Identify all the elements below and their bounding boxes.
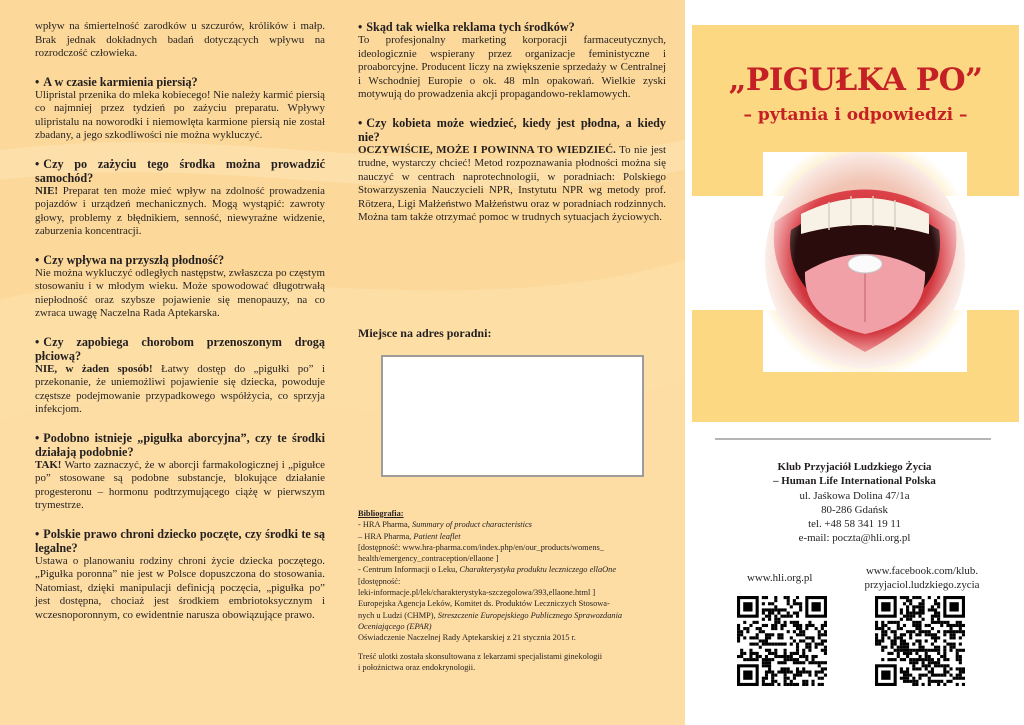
club-city: 80-286 Gdańsk [821,503,888,516]
bib-title: Patient leaflet [413,531,461,541]
bibliography-line: [dostępność: www.hra-pharma.com/index.php/en/our_products/womens_ [358,542,604,552]
answer-text [35,459,325,513]
answer-text [358,144,666,225]
question-text: Skąd tak wielka reklama tych środków? [366,20,575,34]
bibliography [358,508,668,673]
qr-code-website-icon[interactable] [737,596,827,686]
bibliography-line: [dostępność: [358,576,401,586]
answer-text: Ustawa o planowaniu rodziny chroni życie dziecka poczętego. „Pigułka poronna” nie jest w Polsce dopuszczona do stosowania. Natomiast, dzięki manipulacji definicją poczęcia, „pigułka po” jest dostępna, chociaż jest środkiem embriotoksycznym i wczesnoporonnym, co ewidentnie narusza obowiązujące prawo. [35,554,325,621]
section-breastfeeding [35,75,325,143]
divider [715,438,991,440]
bibliography-line [358,519,668,530]
club-street: ul. Jaśkowa Dolina 47/1a [799,489,910,502]
address-box [381,355,644,477]
bullet-icon: • [358,20,363,34]
facebook-link[interactable] [857,564,987,593]
question-heading [35,335,325,363]
bibliography-line: Europejska Agencja Leków, Komitet ds. Produktów Leczniczych Stosowa- [358,599,610,609]
qr-code-facebook-icon[interactable] [875,596,965,686]
bibliography-title: Bibliografia: [358,509,404,518]
bibliography-line: Oceniającego (EPAR) [358,621,432,631]
bullet-icon: • [35,526,40,541]
bibliography-line: health/emergency_contraception/ellaone ] [358,554,499,564]
question-text: Polskie prawo chroni dziecko poczęte, czy środki te są legalne? [35,526,325,555]
question-heading [35,253,325,267]
bibliography-line: leki-informacje.pl/lek/charakterystyka-szczegolowa/393,ellaone.html ] [358,588,596,598]
bibliography-line: Treść ulotki została skonsultowana z lekarzami specjalistami ginekologii [358,651,603,661]
question-text: Czy zapobiega chorobom przenoszonym drogą płciową? [35,334,325,363]
bib-title: Summary of product characteristics [411,520,532,530]
answer-lead: OCZYWIŚCIE, MOŻE I POWINNA TO WIEDZIEĆ. [358,143,616,156]
section-fertility-awareness [358,116,666,225]
section-intro [35,20,325,61]
cover-panel [685,0,1024,725]
question-text: Czy po zażyciu tego środka można prowadzić samochód? [35,156,325,185]
question-heading [35,75,325,89]
column-left [35,20,325,636]
club-contact [685,460,1024,546]
question-heading [358,116,666,144]
bib-text: - HRA Pharma, [358,520,412,530]
answer-lead: NIE, w żaden sposób! [35,362,153,375]
bib-text: - Centrum Informacji o Leku, [358,565,460,575]
answer-text: Nie można wykluczyć odległych następstw, zwłaszcza po częstym stosowaniu i w młodym wieku. Może spowodować długotrwałą niepłodność oraz szybsze pojawienie się menopauzy, na co zwraca uwagę Naczelna Rada Aptekarska. [35,266,325,319]
section-fertility [35,253,325,321]
club-name: Klub Przyjaciół Ludzkiego Życia [777,461,932,473]
answer-text [35,363,325,417]
question-heading [35,157,325,185]
club-email: e-mail: poczta@hli.org.pl [798,532,911,545]
bibliography-line [358,531,668,542]
bib-title: Streszczenie Europejskiego Publicznego Sprawozdania [437,610,623,620]
section-std [35,335,325,417]
bib-text: – HRA Pharma, [358,531,414,541]
bib-title: Charakterystyka produktu leczniczego ellaOne [459,565,617,575]
bibliography-line [358,610,668,621]
bibliography-line: i położnictwa oraz endokrynologii. [358,662,476,672]
question-heading [35,527,325,555]
answer-body: Preparat ten może mieć wpływ na zdolność prowadzenia pojazdów i urządzeń mechanicznych. Mogą wystąpić: zawroty głowy, problemy z błędnikiem, senność, niewyraźne widzenie, zaburzenia koncentracji. [35,184,325,237]
bullet-icon: • [35,74,40,89]
answer-body: To nie jest trudne, wystarczy chcieć! Metod rozpoznawania płodności można się nauczyć w centrach naprotechnologii, w poradniach: Polskiego Stowarzyszenia Nauczycieli NPR, Instytutu NPR wg metody prof. Rötzera, Ligi Małżeństwo Małżeństwu oraz w poradniach rodzinnych. Można tam także otrzymać pomoc w trudnych sytuacjach życiowych. [358,143,666,223]
bullet-icon: • [358,115,363,130]
column-middle [358,20,666,239]
bullet-icon: • [35,252,40,267]
bib-text: nych u Ludzi (CHMP), [358,610,438,620]
answer-text: To profesjonalny marketing korporacji farmaceutycznych, ideologicznie wspierany przez organizacje feministyczne i proaborcyjne. Producent liczy na zwiększenie sprzedaży w Centralnej i Wschodniej Europie o ok. 48 mln opakowań. Wielkie zyski motywują do prowadzenia akcji propagandowo-reklamowych. [358,34,666,100]
answer-body: Warto zaznaczyć, że w aborcji farmakologicznej i „pigułce po” stosowane są podobne substancje, blokujące działanie progesteronu – hormonu podtrzymującego ciążę w pierwszym trymestrze. [35,458,325,511]
answer-lead: NIE! [35,184,58,197]
mouth-with-pill-image [763,152,967,372]
website-link[interactable]: www.hli.org.pl [747,572,813,584]
question-text: Czy wpływa na przyszłą płodność? [43,252,225,267]
section-abortion-pill [35,431,325,513]
bullet-icon: • [35,156,40,171]
answer-body: Łatwy dostęp do „pigułki po” i przekonanie, że uniemożliwi pojawienie się dziecka, powoduje częstsze podejmowanie przypadkowego współżycia, co sprzyja infekcjom. [35,362,325,415]
question-text: Czy kobieta może wiedzieć, kiedy jest płodna, a kiedy nie? [358,115,666,144]
answer-text: Ulipristal przenika do mleka kobiecego! Nie należy karmić piersią co najmniej przez tydzień po zażyciu preparatu. Wpływy ulipristalu na noworodki i niemowlęta karmione piersią nie został zbadany, a jego szkodliwości nie można wykluczyć. [35,88,325,141]
club-phone: tel. +48 58 341 19 11 [808,518,901,531]
question-heading [35,431,325,459]
bibliography-line: Oświadczenie Naczelnej Rady Aptekarskiej z 21 stycznia 2015 r. [358,633,576,643]
facebook-line-1: www.facebook.com/klub. [865,565,979,577]
question-heading [358,20,666,34]
bullet-icon: • [35,334,40,349]
section-advertising [358,20,666,102]
club-subtitle: – Human Life International Polska [773,475,936,488]
section-driving [35,157,325,239]
question-text: Podobno istnieje „pigułka aborcyjna”, czy te środki działają podobnie? [35,430,325,459]
facebook-line-2: przyjaciol.ludzkiego.zycia [864,579,980,592]
answer-text: wpływ na śmiertelność zarodków u szczurów, królików i małp. Brak jednak dokładnych badań dotyczących wpływu na rozrodczość człowieka. [35,20,325,59]
answer-text [35,185,325,239]
question-text: A w czasie karmienia piersią? [43,74,198,89]
section-law [35,527,325,623]
address-label: Miejsce na adres poradni: [358,326,492,340]
spacer [358,644,668,651]
bibliography-line [358,564,668,575]
cover-subtitle: – pytania i odpowiedzi – [743,105,968,125]
bullet-icon: • [35,430,40,445]
cover-title: „PIGUŁKA PO” [728,62,983,98]
answer-lead: TAK! [35,458,62,471]
